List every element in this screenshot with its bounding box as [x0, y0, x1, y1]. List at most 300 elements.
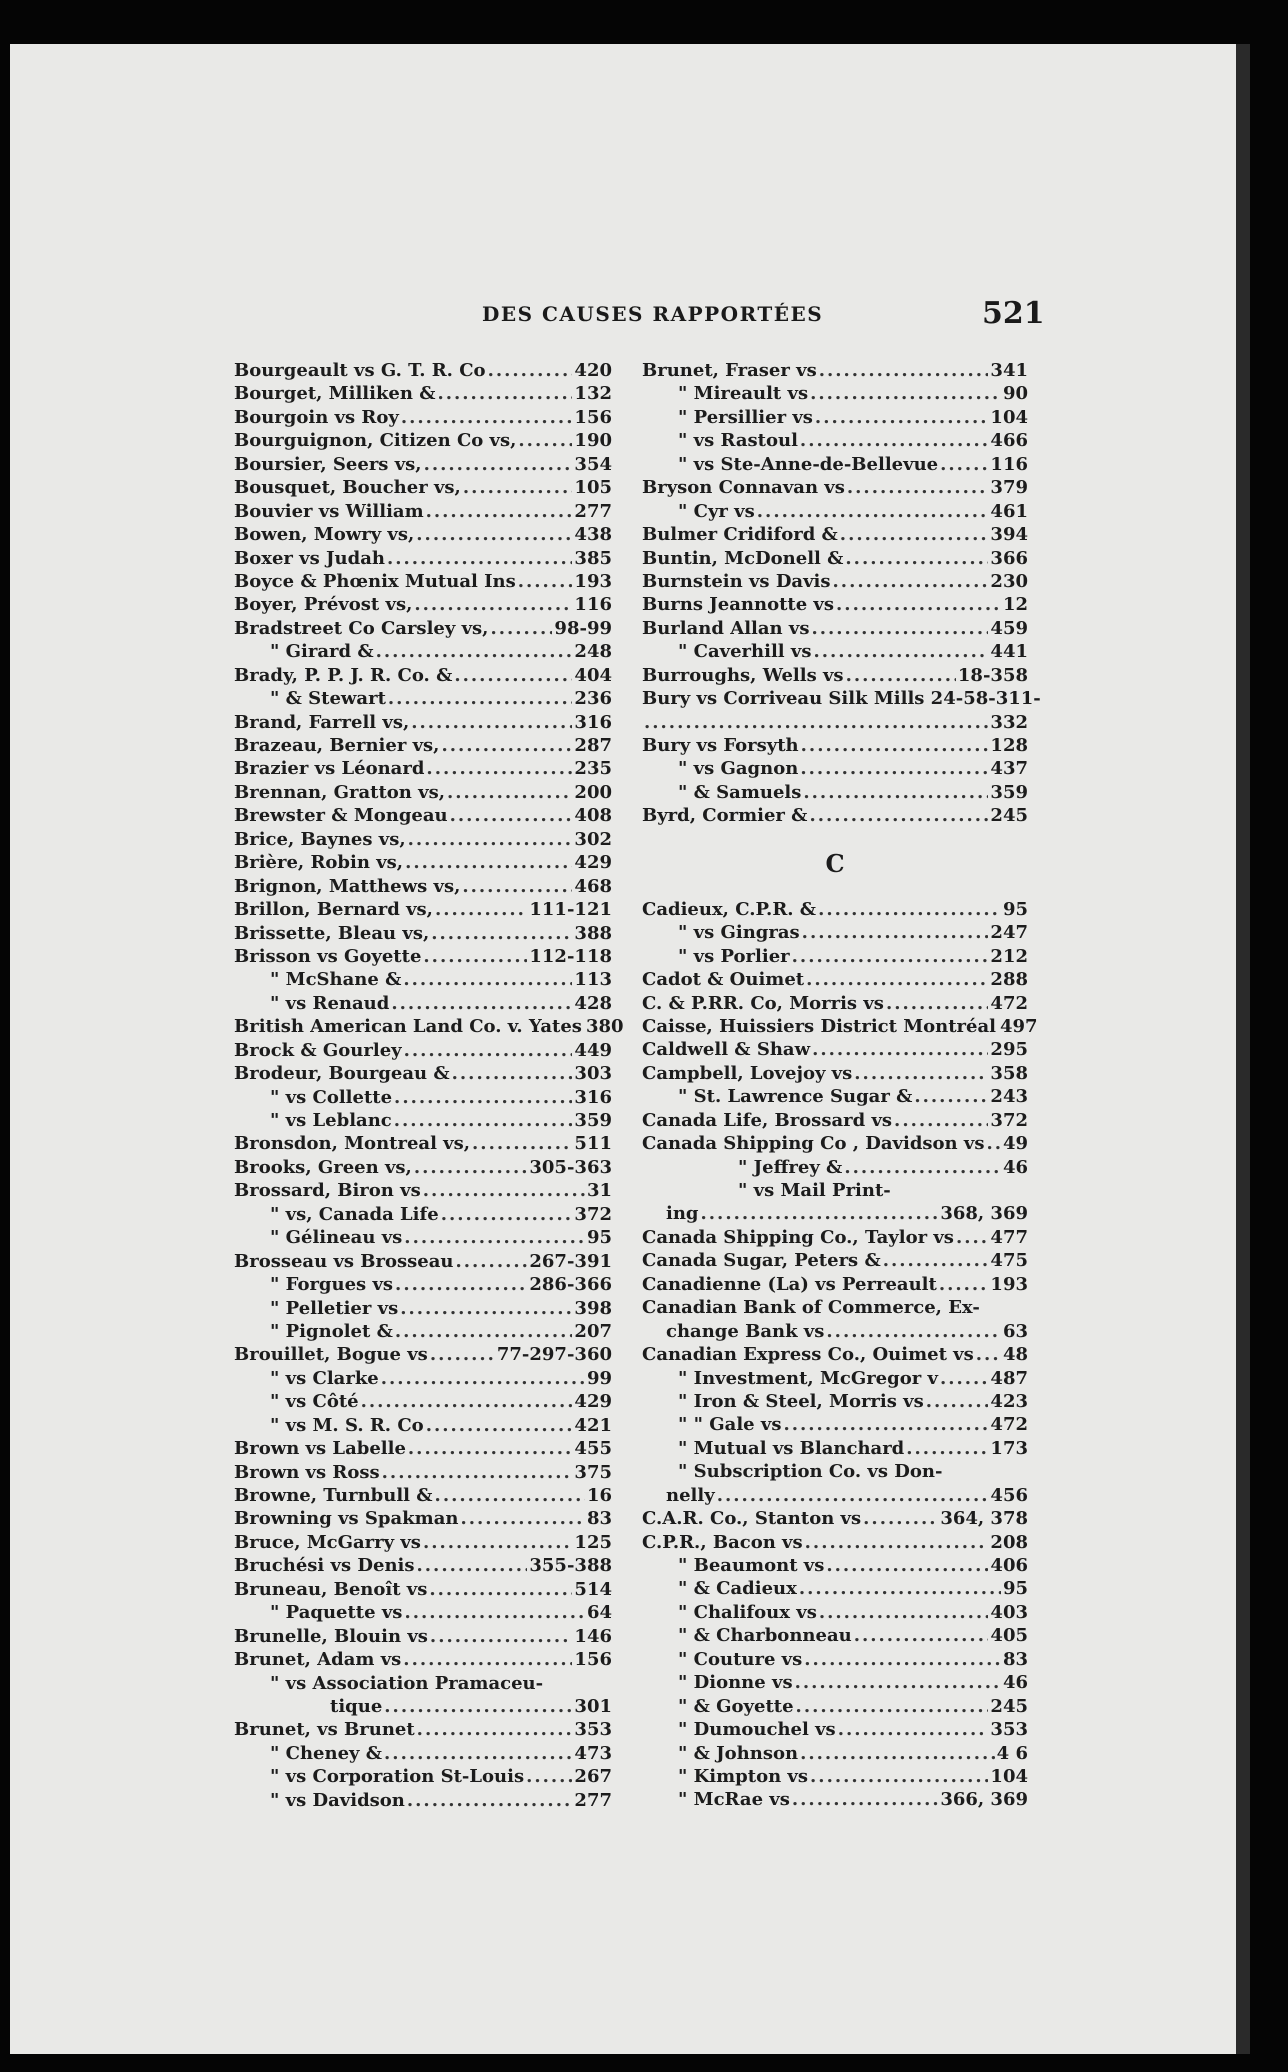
leader-dots [811, 618, 988, 639]
leader-dots [472, 1133, 572, 1154]
entry-page-ref: 316 [574, 1086, 612, 1108]
leader-dots [404, 1602, 585, 1623]
leader-dots [430, 1344, 495, 1365]
index-entry [234, 501, 612, 524]
leader-dots [518, 571, 573, 592]
entry-page-ref: 277 [574, 500, 612, 522]
entry-name: " vs Clarke [270, 1367, 379, 1389]
entry-page-ref: 156 [574, 1649, 612, 1671]
leader-dots [803, 782, 988, 803]
index-entry [234, 758, 612, 781]
leader-dots [792, 1789, 938, 1810]
leader-dots [717, 1485, 989, 1506]
entry-page-ref: 64 [586, 1602, 612, 1624]
leader-dots [795, 1672, 1001, 1693]
entry-name: Brooks, Green vs, [234, 1156, 412, 1178]
index-entry [234, 407, 612, 430]
leader-dots [801, 735, 989, 756]
index-entry [642, 477, 1028, 500]
entry-page-ref: 449 [574, 1039, 612, 1061]
entry-name: " Pignolet & [270, 1320, 393, 1342]
index-entry [642, 641, 1028, 664]
leader-dots [490, 618, 552, 639]
entry-name: " Dionne vs [678, 1672, 793, 1694]
index-entry [642, 548, 1028, 571]
index-entry [642, 1696, 1028, 1719]
index-entry [234, 1204, 612, 1227]
entry-page-ref: 355-388 [529, 1555, 612, 1577]
leader-dots [388, 688, 573, 709]
index-entry [234, 1673, 612, 1696]
entry-page-ref: 354 [574, 453, 612, 475]
leader-dots [840, 524, 989, 545]
leader-dots [809, 805, 988, 826]
entry-name: Brignon, Matthews vs, [234, 875, 461, 897]
entry-name: Brunet, Fraser vs [642, 360, 817, 381]
entry-name: Byrd, Cormier & [642, 805, 808, 827]
leader-dots [423, 1532, 572, 1553]
entry-page-ref: 388 [574, 922, 612, 944]
entry-page-ref: 472 [990, 1414, 1028, 1436]
index-entry [234, 688, 612, 711]
leader-dots [906, 1438, 988, 1459]
index-entry [642, 1250, 1028, 1273]
leader-dots [401, 407, 573, 428]
index-entry [234, 1438, 612, 1461]
leader-dots [376, 641, 573, 662]
index-entry [234, 383, 612, 406]
entry-page-ref: 95 [1002, 898, 1028, 920]
entry-name: Bury vs Forsyth [642, 735, 799, 756]
entry-name: Brunet, vs Brunet [234, 1719, 415, 1741]
entry-name: Caisse, Huissiers District Montréal [642, 1015, 996, 1037]
entry-name: Bourguignon, Citizen Co vs, [234, 430, 517, 452]
leader-dots [987, 1133, 1001, 1154]
entry-name: " Gélineau vs [270, 1227, 403, 1249]
index-entry [234, 1532, 612, 1555]
entry-page-ref: 380 [585, 1016, 624, 1038]
leader-dots [455, 1251, 527, 1272]
index-entry [642, 782, 1028, 805]
leader-dots [894, 1110, 988, 1131]
leader-dots [757, 501, 989, 522]
index-entry [234, 1251, 612, 1274]
entry-name: " & Samuels [678, 781, 802, 803]
entry-name: Brady, P. P. J. R. Co. & [234, 664, 453, 686]
entry-page-ref: 212 [990, 945, 1028, 967]
entry-page-ref: 235 [574, 758, 612, 780]
leader-dots [883, 1250, 989, 1271]
leader-dots [518, 430, 572, 451]
index-entry [642, 1227, 1028, 1250]
entry-page-ref: 441 [990, 641, 1028, 663]
entry-page-ref: 403 [990, 1601, 1028, 1623]
entry-name: Bourgeault vs G. T. R. Co [234, 360, 486, 381]
index-entry [234, 1579, 612, 1602]
entry-name: " & Cadieux [678, 1578, 797, 1600]
index-entry [234, 1766, 612, 1789]
leader-dots [454, 665, 572, 686]
entry-page-ref: 245 [990, 1695, 1028, 1717]
index-entry [234, 1696, 612, 1719]
index-entry [642, 1297, 1028, 1320]
entry-name: " Persillier vs [678, 406, 813, 428]
index-entry [642, 1368, 1028, 1391]
index-entry [234, 360, 612, 383]
entry-page-ref: 288 [990, 969, 1028, 991]
entry-page-ref: 18-358 [957, 664, 1028, 686]
leader-dots [812, 1039, 988, 1060]
index-entry [234, 1133, 612, 1156]
index-entry [234, 712, 612, 735]
index-entry [642, 1743, 1028, 1766]
entry-name: " Chalifoux vs [678, 1601, 817, 1623]
index-entry [642, 805, 1028, 828]
leader-dots [956, 1227, 988, 1248]
index-entry [234, 1063, 612, 1086]
entry-name: Bowen, Mowry vs, [234, 524, 415, 546]
entry-name: " vs Côté [270, 1391, 359, 1413]
entry-name: Brand, Farrell vs, [234, 711, 410, 733]
leader-dots [395, 1274, 527, 1295]
entry-name: " Forgues vs [270, 1274, 394, 1296]
index-entry [234, 1298, 612, 1321]
leader-dots [799, 1578, 1001, 1599]
leader-dots [805, 1532, 989, 1553]
entry-name: " Mutual vs Blanchard [678, 1437, 905, 1459]
entry-name: " vs Collette [270, 1086, 393, 1108]
entry-name: Brillon, Bernard vs, [234, 899, 433, 921]
leader-dots [441, 735, 572, 756]
entry-page-ref: 394 [990, 524, 1028, 546]
entry-page-ref: 456 [990, 1484, 1028, 1506]
entry-name: " Pelletier vs [270, 1297, 399, 1319]
entry-page-ref: 353 [990, 1719, 1028, 1741]
index-entry [234, 665, 612, 688]
leader-dots [826, 1555, 988, 1576]
entry-page-ref: 366, 369 [940, 1789, 1028, 1811]
entry-name: Bradstreet Co Carsley vs, [234, 617, 489, 639]
index-entry [234, 1508, 612, 1531]
leader-dots [838, 1719, 989, 1740]
entry-name: " Paquette vs [270, 1602, 403, 1624]
entry-name: Canada Shipping Co., Taylor vs [642, 1226, 954, 1248]
entry-page-ref: 379 [990, 477, 1028, 499]
entry-page-ref: 372 [574, 1203, 612, 1225]
index-entry [234, 1180, 612, 1203]
entry-page-ref: 116 [990, 453, 1028, 475]
entry-name: C.A.R. Co., Stanton vs [642, 1508, 862, 1530]
entry-name: " Subscription Co. vs Don- [678, 1461, 943, 1483]
index-entry [642, 571, 1028, 594]
index-entry [642, 454, 1028, 477]
index-entry [642, 712, 1028, 735]
leader-dots [701, 1203, 939, 1224]
leader-dots [886, 993, 988, 1014]
entry-page-ref: 466 [990, 430, 1028, 452]
entry-name: tique [330, 1695, 383, 1717]
index-entry [642, 1015, 1038, 1039]
entry-page-ref: 353 [574, 1719, 612, 1741]
leader-dots [394, 1087, 572, 1108]
entry-page-ref: 16 [586, 1485, 612, 1506]
leader-dots [802, 922, 989, 943]
entry-name: Brissette, Bleau vs, [234, 922, 430, 944]
index-entry [234, 946, 612, 969]
entry-name: Brossard, Biron vs [234, 1180, 421, 1202]
leader-dots [403, 1649, 572, 1670]
entry-page-ref: 207 [574, 1320, 612, 1342]
entry-name: " vs, Canada Life [270, 1203, 439, 1225]
entry-page-ref: 332 [990, 711, 1028, 733]
index-entry [642, 1625, 1028, 1648]
entry-page-ref: 208 [990, 1531, 1028, 1553]
entry-name: Bruce, McGarry vs [234, 1531, 421, 1553]
leader-dots [408, 1438, 573, 1459]
leader-dots [423, 946, 527, 967]
entry-name: " McRae vs [678, 1789, 790, 1811]
entry-name: Bourget, Milliken & [234, 383, 436, 405]
leader-dots [426, 1415, 573, 1436]
index-entry [642, 1766, 1028, 1789]
entry-name: Burns Jeannotte vs [642, 594, 835, 616]
index-entry [234, 1227, 612, 1250]
entry-page-ref: 245 [990, 805, 1028, 827]
entry-page-ref: 366 [990, 547, 1028, 569]
leader-dots [417, 1719, 573, 1740]
entry-page-ref: 46 [1002, 1672, 1028, 1694]
index-entry [642, 1203, 1028, 1226]
entry-page-ref: 46 [1002, 1156, 1028, 1178]
entry-name: " vs Rastoul [678, 430, 798, 452]
entry-name: Cadot & Ouimet [642, 969, 805, 991]
index-entry [234, 548, 612, 571]
index-entry [234, 1368, 612, 1391]
leader-dots [814, 641, 989, 662]
entry-page-ref: 475 [990, 1250, 1028, 1272]
entry-name: Browning vs Spakman [234, 1508, 459, 1530]
index-entry [642, 1180, 1028, 1203]
entry-name: " Caverhill vs [678, 641, 812, 663]
entry-page-ref: 104 [990, 406, 1028, 428]
page-header [10, 296, 1236, 336]
leader-dots [806, 969, 988, 990]
entry-page-ref: 368, 369 [940, 1203, 1028, 1225]
index-entry [642, 735, 1028, 758]
entry-page-ref: 113 [574, 969, 612, 991]
index-entry [642, 665, 1028, 688]
index-entry [642, 1672, 1028, 1695]
index-entry [234, 1087, 612, 1110]
entry-page-ref: 247 [990, 922, 1028, 944]
entry-page-ref: 423 [990, 1390, 1028, 1412]
leader-dots [411, 712, 572, 733]
entry-page-ref: 105 [574, 477, 612, 499]
index-entry [642, 1063, 1028, 1086]
entry-page-ref: 358 [990, 1062, 1028, 1084]
leader-dots [414, 1157, 528, 1178]
entry-name: " St. Lawrence Sugar & [678, 1086, 913, 1108]
entry-name: " Investment, McGregor v [678, 1367, 938, 1389]
entry-name: nelly [666, 1484, 715, 1506]
leader-dots [914, 1086, 988, 1107]
entry-page-ref: 428 [574, 992, 612, 1014]
entry-page-ref: 514 [574, 1578, 612, 1600]
entry-name: Brock & Gourley [234, 1039, 402, 1061]
leader-dots [940, 1368, 988, 1389]
entry-name: " vs Leblanc [270, 1110, 392, 1131]
index-entry [234, 1415, 612, 1438]
index-entry [642, 1461, 1028, 1484]
entry-page-ref: 359 [574, 1110, 612, 1131]
index-column-right [642, 360, 1041, 1813]
leader-dots [846, 665, 956, 686]
leader-dots [810, 1766, 988, 1787]
entry-page-ref: 497 [999, 1015, 1038, 1037]
leader-dots [441, 1204, 573, 1225]
entry-name: Brennan, Gratton vs, [234, 781, 445, 803]
entry-page-ref: 385 [574, 547, 612, 569]
leader-dots [792, 946, 989, 967]
entry-name: Canada Life, Brossard vs [642, 1109, 893, 1131]
entry-name: " Dumouchel vs [678, 1719, 836, 1741]
leader-dots [450, 805, 573, 826]
entry-name: Brown vs Labelle [234, 1438, 406, 1460]
entry-name: Bourgoin vs Roy [234, 406, 399, 428]
index-entry [234, 571, 612, 594]
leader-dots [407, 1790, 573, 1811]
entry-name: " Couture vs [678, 1648, 803, 1670]
leader-dots [818, 899, 1001, 920]
entry-page-ref: 406 [990, 1555, 1028, 1576]
entry-page-ref: 305-363 [529, 1156, 612, 1178]
leader-dots [408, 829, 573, 850]
index-entry [642, 1719, 1028, 1742]
leader-dots [414, 594, 572, 615]
entry-page-ref: 375 [574, 1461, 612, 1483]
entry-page-ref: 302 [574, 828, 612, 850]
entry-name: Browne, Turnbull & [234, 1485, 433, 1506]
entry-name: " Jeffrey & [738, 1156, 843, 1178]
entry-name: Brice, Baynes vs, [234, 828, 406, 850]
entry-page-ref: 156 [574, 406, 612, 428]
entry-name: " vs Corporation St-Louis [270, 1766, 525, 1788]
leader-dots [391, 993, 572, 1014]
entry-page-ref: 248 [574, 641, 612, 663]
index-entry [234, 899, 612, 922]
entry-name: Brunelle, Blouin vs [234, 1625, 428, 1647]
leader-dots [854, 1063, 988, 1084]
entry-page-ref: 405 [990, 1625, 1028, 1647]
leader-dots [452, 1063, 573, 1084]
leader-dots [437, 383, 572, 404]
entry-page-ref: 473 [574, 1742, 612, 1764]
entry-name: " McShane & [270, 969, 402, 991]
index-entry [234, 735, 612, 758]
index-entry [234, 1790, 612, 1813]
entry-page-ref: 398 [574, 1297, 612, 1319]
index-entry [642, 618, 1028, 641]
index-entry [234, 1485, 612, 1508]
index-entry [642, 758, 1028, 781]
leader-dots [447, 782, 572, 803]
index-entry [234, 594, 612, 617]
entry-name: ing [666, 1203, 699, 1225]
index-entry [642, 946, 1028, 969]
leader-dots [416, 524, 572, 545]
entry-page-ref: 359 [990, 781, 1028, 803]
entry-name: Boursier, Seers vs, [234, 453, 422, 475]
index-entry [234, 1719, 612, 1742]
leader-dots [800, 758, 988, 779]
entry-name: Brazeau, Bernier vs, [234, 735, 440, 756]
leader-dots [819, 1602, 989, 1623]
book-page [10, 44, 1250, 2054]
entry-name: Brière, Robin vs, [234, 852, 404, 874]
leader-dots [387, 548, 572, 569]
leader-dots [863, 1508, 938, 1529]
entry-name: Caldwell & Shaw [642, 1039, 811, 1061]
entry-name: " vs Mail Print- [738, 1180, 891, 1201]
leader-dots [403, 969, 572, 990]
index-entry [234, 1391, 612, 1414]
entry-page-ref: 372 [990, 1109, 1028, 1131]
entry-page-ref: 230 [990, 570, 1028, 592]
leader-dots [800, 1743, 995, 1764]
leader-dots [417, 1555, 528, 1576]
index-entry [642, 1649, 1028, 1672]
index-entry [234, 1626, 612, 1649]
leader-dots [404, 1227, 585, 1248]
leader-dots [810, 383, 1001, 404]
index-section-b [642, 360, 1041, 829]
entry-name: Brewster & Mongeau [234, 805, 448, 827]
entry-name: Brunet, Adam vs [234, 1649, 402, 1671]
entry-page-ref: 267-391 [529, 1250, 612, 1272]
leader-dots [819, 360, 989, 381]
entry-page-ref: 295 [990, 1039, 1028, 1061]
index-entry [642, 430, 1028, 453]
entry-name: " vs Association Pramaceu- [270, 1672, 544, 1694]
entry-page-ref: 111-121 [529, 899, 612, 921]
entry-page-ref: 146 [574, 1625, 612, 1647]
entry-name: British American Land Co. v. Yates [234, 1016, 582, 1038]
entry-name: Bruchési vs Denis [234, 1555, 415, 1577]
entry-page-ref: 287 [574, 735, 612, 756]
entry-page-ref: 420 [574, 360, 612, 381]
entry-name: Burnstein vs Davis [642, 570, 831, 592]
entry-name: Boxer vs Judah [234, 547, 385, 569]
leader-dots [976, 1344, 1001, 1365]
index-entry [642, 1157, 1028, 1180]
entry-name: " Cyr vs [678, 500, 755, 522]
entry-name: Bury vs Corriveau Silk Mills 24-58-311- [642, 688, 1041, 710]
index-entry [234, 923, 612, 946]
index-entry [642, 1321, 1028, 1344]
entry-page-ref: 301 [574, 1695, 612, 1717]
index-entry [234, 1110, 612, 1133]
entry-name: Brown vs Ross [234, 1461, 380, 1483]
index-entry [642, 383, 1028, 406]
leader-dots [844, 1157, 1001, 1178]
entry-page-ref: 98-99 [554, 617, 612, 639]
entry-name: Burroughs, Wells vs [642, 664, 844, 686]
entry-name: " vs Gingras [678, 922, 800, 944]
index-entry [642, 1438, 1028, 1461]
entry-page-ref: 132 [574, 383, 612, 405]
entry-page-ref: 128 [990, 735, 1028, 756]
entry-name: " Beaumont vs [678, 1555, 825, 1576]
